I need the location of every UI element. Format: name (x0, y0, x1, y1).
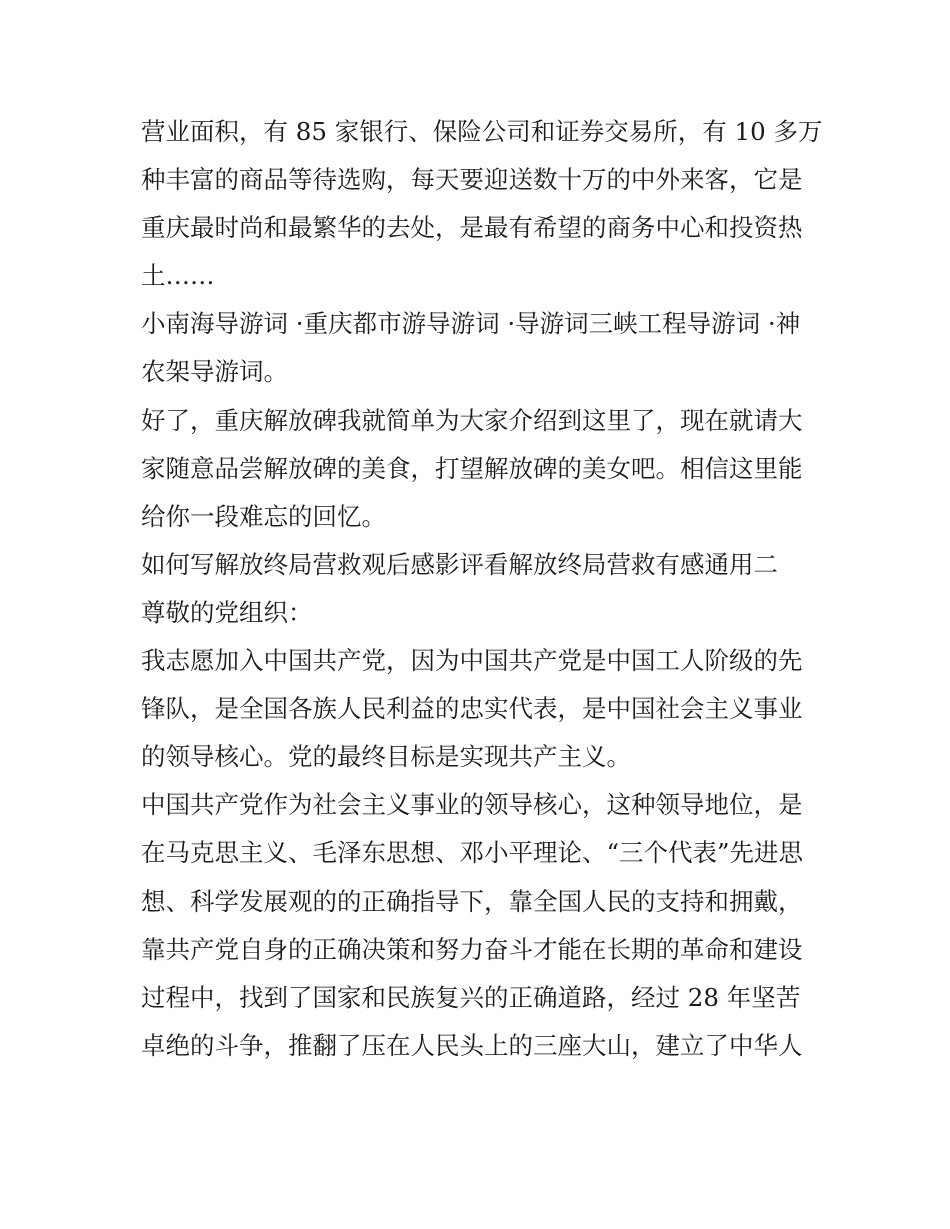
text-line: 小南海导游词 ·重庆都市游导游词 ·导游词三峡工程导游词 ·神 (141, 309, 801, 339)
text-line: 在马克思主义、毛泽东思想、邓小平理论、“三个代表”先进思 (141, 838, 804, 868)
document-body (141, 108, 821, 1070)
text-line: 中国共产党作为社会主义事业的领导核心，这种领导地位，是 (141, 790, 803, 820)
text-line: 种丰富的商品等待选购，每天要迎送数十万的中外来客，它是 (141, 165, 803, 195)
text-line: 如何写解放终局营救观后感影评看解放终局营救有感通用二 (141, 549, 778, 579)
text-line: 我志愿加入中国共产党，因为中国共产党是中国工人阶级的先 (141, 646, 803, 676)
text-line: 卓绝的斗争，推翻了压在人民头上的三座大山，建立了中华人 (141, 1030, 803, 1060)
text-line: 家随意品尝解放碑的美食，打望解放碑的美女吧。相信这里能 (141, 453, 803, 483)
text-line: 靠共产党自身的正确决策和努力奋斗才能在长期的革命和建设 (141, 934, 803, 964)
text-line: 给你一段难忘的回忆。 (141, 501, 386, 531)
text-line: 锋队，是全国各族人民利益的忠实代表，是中国社会主义事业 (141, 694, 803, 724)
text-line: 想、科学发展观的的正确指导下，靠全国人民的支持和拥戴， (141, 886, 803, 916)
text-line: 重庆最时尚和最繁华的去处，是最有希望的商务中心和投资热 (141, 213, 803, 243)
text-line: 营业面积，有 85 家银行、保险公司和证券交易所，有 10 多万 (141, 117, 823, 146)
text-line: 好了，重庆解放碑我就简单为大家介绍到这里了，现在就请大 (141, 405, 803, 435)
text-line: 尊敬的党组织： (141, 597, 313, 627)
text-line: 土…… (141, 261, 215, 291)
text-line: 农架导游词。 (141, 357, 288, 387)
text-line: 的领导核心。党的最终目标是实现共产主义。 (141, 742, 631, 772)
text-line: 过程中，找到了国家和民族复兴的正确道路，经过 28 年坚苦 (141, 982, 801, 1012)
